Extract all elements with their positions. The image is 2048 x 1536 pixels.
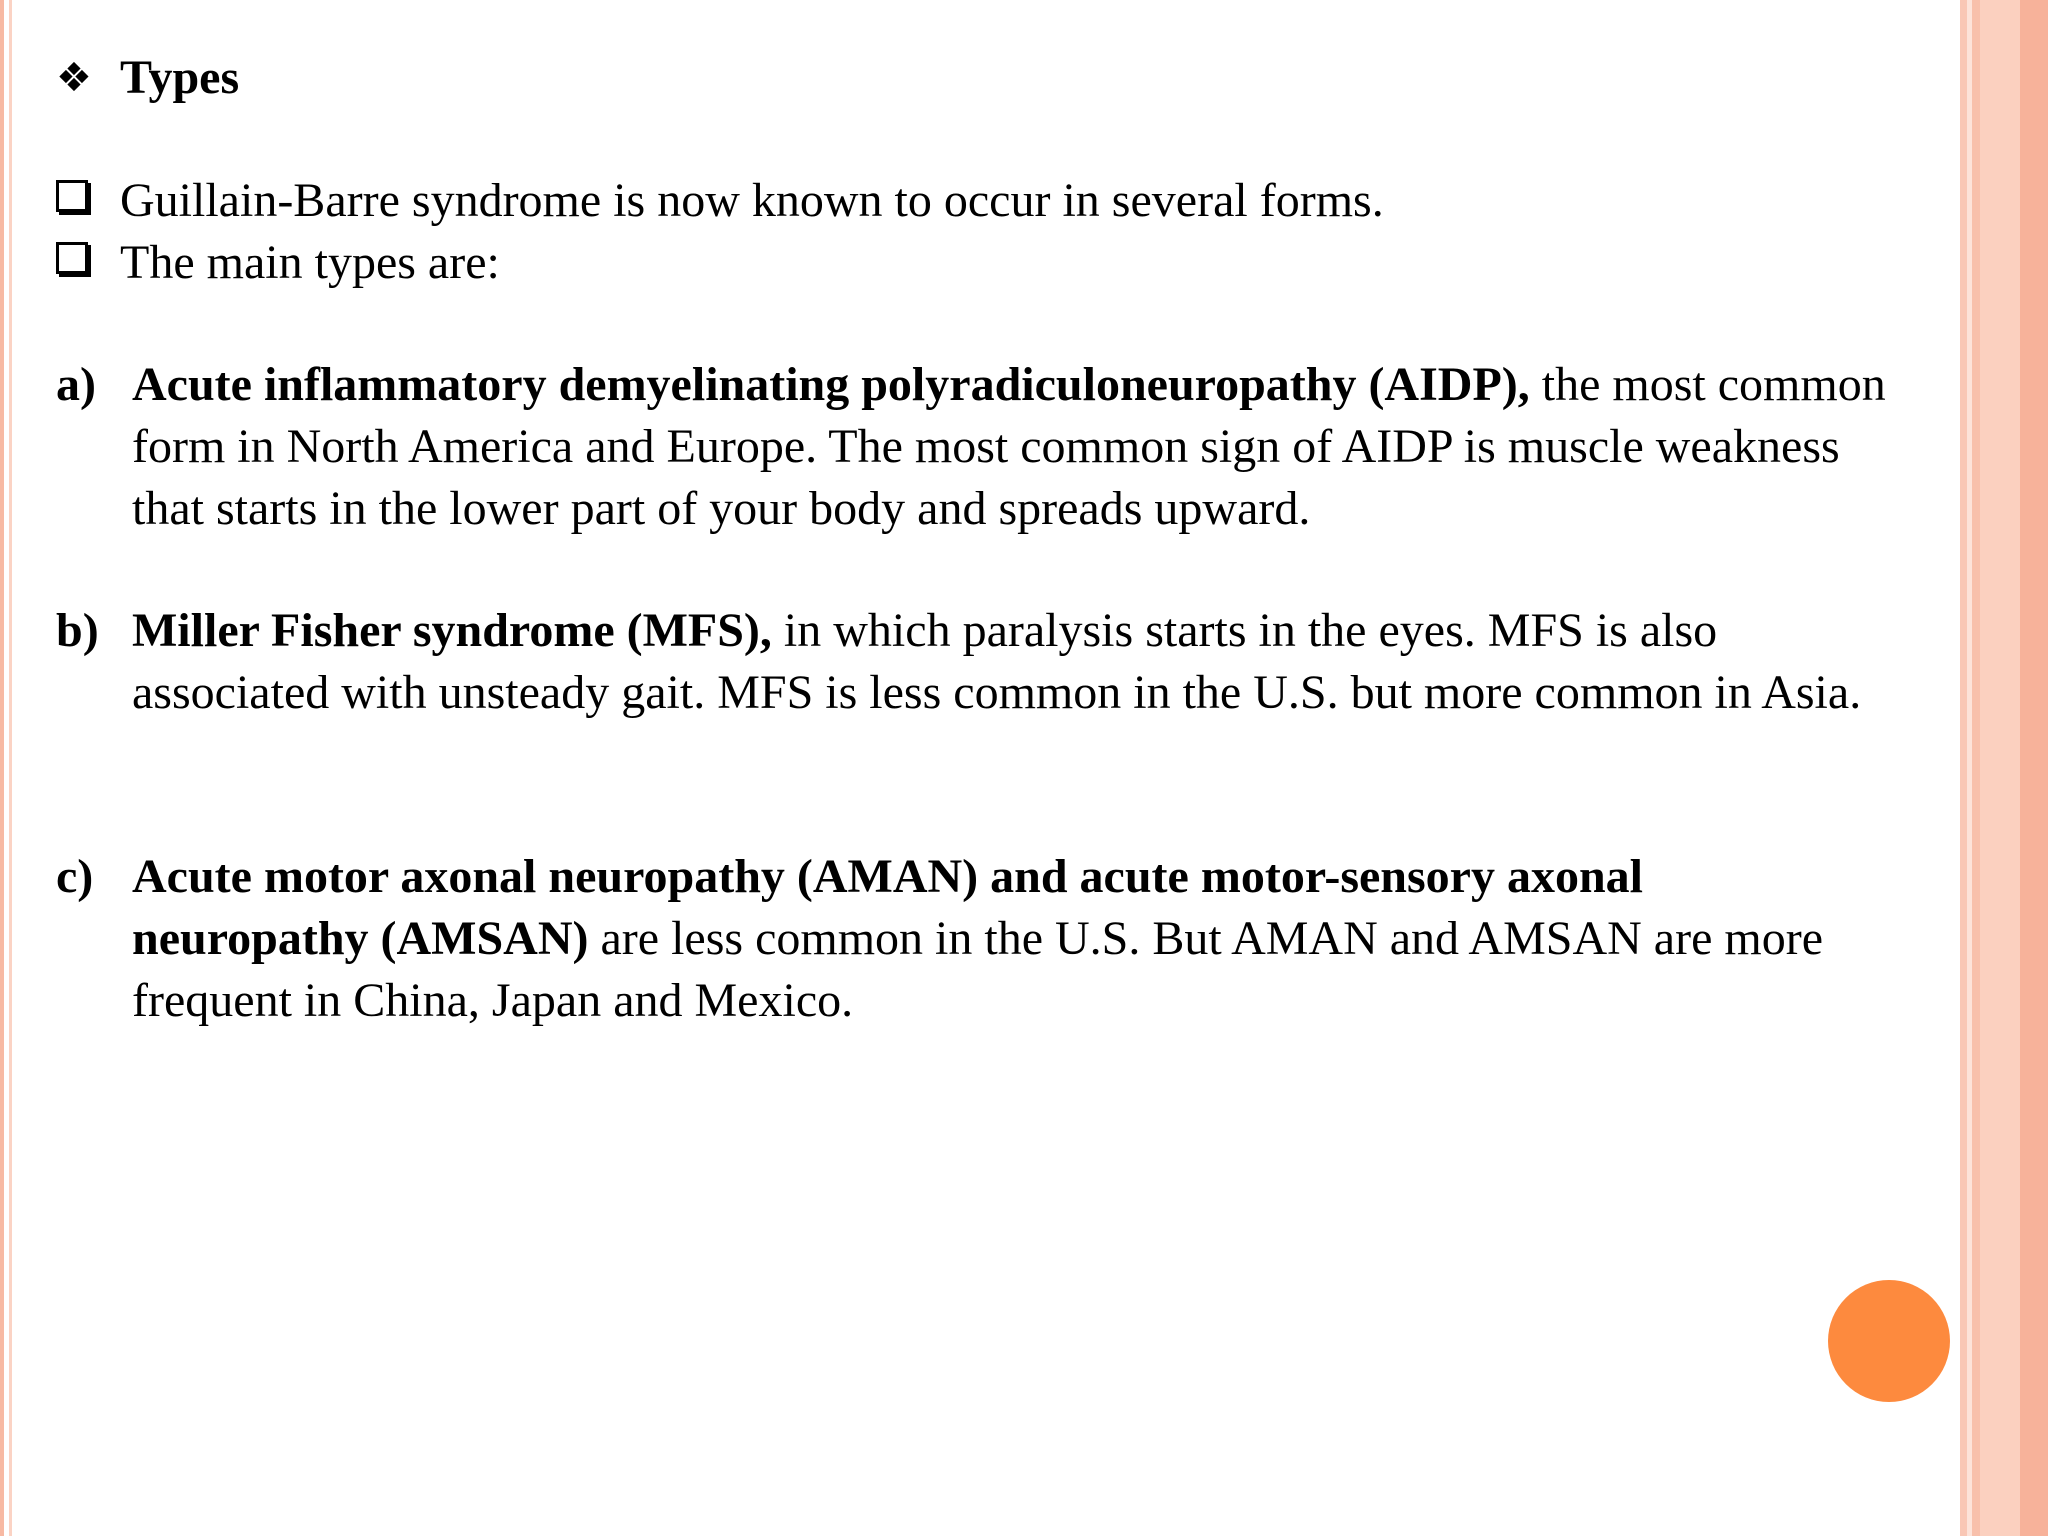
- item-term: Acute motor axonal neuropathy (AMAN) and acute motor-sensory axonal neuropathy (AMSAN): [132, 850, 1644, 965]
- item-description: are less common in the U.S. But AMAN and AMSAN are more frequent in China, Japan and Mexico.: [132, 912, 1823, 1027]
- item-description: the most common form in North America and Europe. The most common sign of AIDP is muscle weakness that starts in the lower part of your body and spreads upward.: [132, 358, 1886, 535]
- slide-heading: [56, 48, 239, 108]
- bullet-text: Guillain-Barre syndrome is now known to occur in several forms.: [120, 174, 1384, 227]
- checkbox-bullet-icon: [56, 242, 88, 274]
- list-item: [56, 170, 1384, 232]
- left-border-stripe: [0, 0, 4, 1536]
- right-border-stripe: [1972, 0, 1980, 1536]
- item-marker: b): [56, 604, 99, 657]
- slide-title: Types: [120, 51, 240, 104]
- item-body: [132, 846, 1886, 1032]
- right-border-stripe: [2020, 0, 2048, 1536]
- type-item-aidp: [56, 354, 1886, 540]
- right-border-stripe: [1960, 0, 1967, 1536]
- item-marker: a): [56, 358, 96, 411]
- diamond-bullet-icon: ❖: [56, 55, 92, 101]
- type-item-mfs: [56, 600, 1886, 724]
- decorative-circle: [1828, 1280, 1950, 1402]
- item-term: Acute inflammatory demyelinating polyradiculoneuropathy (AIDP),: [132, 358, 1530, 411]
- item-body: [132, 354, 1886, 540]
- item-body: [132, 600, 1886, 724]
- list-item: [56, 232, 1384, 294]
- item-marker: c): [56, 850, 94, 903]
- bullet-text: The main types are:: [120, 236, 500, 289]
- bullet-list: [56, 170, 1384, 294]
- checkbox-bullet-icon: [56, 180, 88, 212]
- item-description: in which paralysis starts in the eyes. MFS is also associated with unsteady gait. MFS is less common in the U.S. but more common in Asia.: [132, 604, 1862, 719]
- type-item-aman-amsan: [56, 846, 1886, 1032]
- left-border-stripe-inner: [9, 0, 12, 1536]
- right-border-stripe: [1980, 0, 2020, 1536]
- item-term: Miller Fisher syndrome (MFS),: [132, 604, 772, 657]
